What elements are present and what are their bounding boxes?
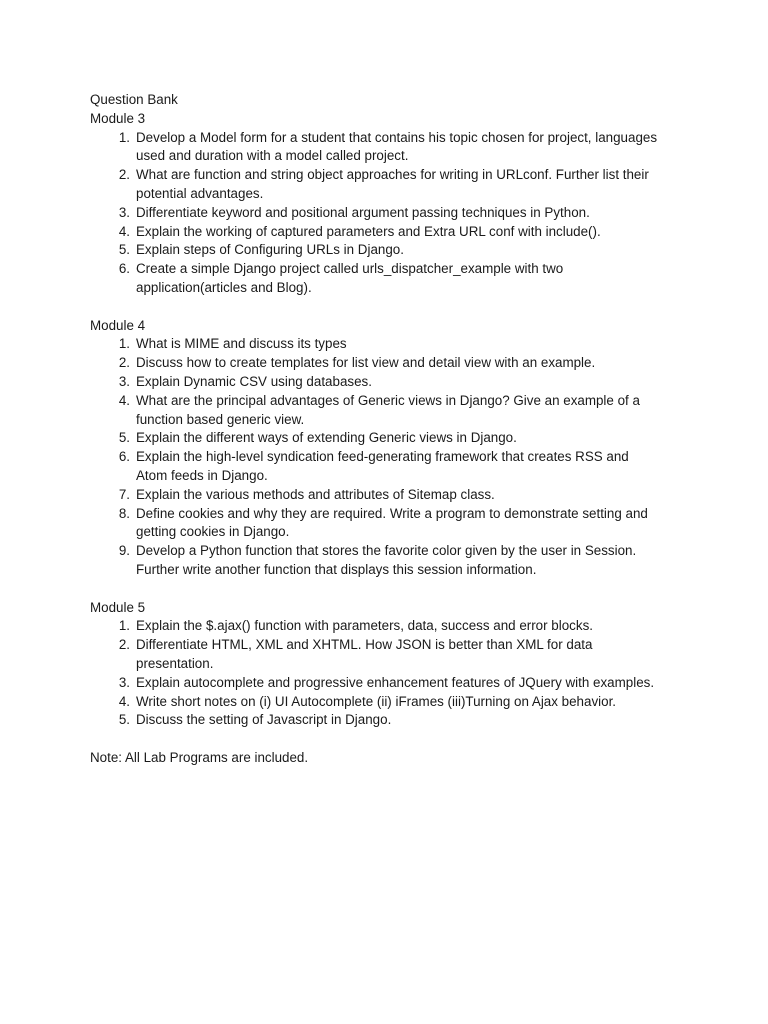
module-section [90,599,690,731]
question-number: 7. [118,486,130,502]
question-text-line: Explain autocomplete and progressive enhancement features of JQuery with examples. [136,674,655,690]
question-number: 5. [118,242,130,258]
module-section [90,110,690,298]
question-text-line: Explain the $.ajax() function with parameters, data, success and error blocks. [136,618,593,634]
question-text-line: Write short notes on (i) UI Autocomplete (ii) iFrames (iii)Turning on Ajax behavior. [136,693,617,709]
question-item [90,354,690,373]
document-page [90,91,690,768]
question-list [90,617,690,730]
question-item [90,335,690,354]
question-item [90,711,690,730]
question-item [90,674,690,693]
question-text-line: getting cookies in Django. [136,524,290,540]
question-number: 5. [118,430,130,446]
question-text-line: Discuss how to create templates for list view and detail view with an example. [136,355,596,371]
module-heading: Module 5 [90,599,146,615]
question-number: 1. [118,336,130,352]
question-text-line: What is MIME and discuss its types [136,336,347,352]
question-item [90,693,690,712]
document-note: Note: All Lab Programs are included. [90,749,309,765]
modules-container [90,110,690,730]
question-text-line: Define cookies and why they are required. Write a program to demonstrate setting and [136,505,648,521]
question-item [90,448,690,486]
question-text-line: Explain steps of Configuring URLs in Django. [136,242,404,258]
question-item [90,505,690,543]
question-item [90,636,690,674]
question-text-line: Explain Dynamic CSV using databases. [136,373,372,389]
question-number: 3. [118,674,130,690]
question-item [90,260,690,298]
question-item [90,542,690,580]
question-number: 4. [118,223,130,239]
module-heading: Module 3 [90,110,146,126]
question-text-line: Differentiate keyword and positional argument passing techniques in Python. [136,204,590,220]
question-number: 1. [118,618,130,634]
question-number: 2. [118,355,130,371]
question-number: 3. [118,373,130,389]
question-list [90,335,690,579]
question-number: 4. [118,392,130,408]
question-text-line: Further write another function that displays this session information. [136,561,537,577]
question-item [90,373,690,392]
question-number: 6. [118,261,130,277]
question-number: 4. [118,693,130,709]
question-item [90,129,690,167]
document-title: Question Bank [90,92,178,107]
question-text-line: What are the principal advantages of Generic views in Django? Give an example of a [136,392,640,408]
question-item [90,486,690,505]
question-item [90,204,690,223]
question-item [90,241,690,260]
question-number: 3. [118,204,130,220]
question-text-line: Differentiate HTML, XML and XHTML. How JSON is better than XML for data [136,637,593,653]
question-item [90,223,690,242]
question-text-line: presentation. [136,655,214,671]
question-number: 8. [118,505,130,521]
question-item [90,166,690,204]
question-text-line: Explain the various methods and attributes of Sitemap class. [136,486,495,502]
question-number: 2. [118,167,130,183]
question-number: 5. [118,712,130,728]
question-text-line: Discuss the setting of Javascript in Django. [136,712,392,728]
question-item [90,617,690,636]
question-text-line: Atom feeds in Django. [136,467,268,483]
question-item [90,429,690,448]
question-text-line: Explain the high-level syndication feed-generating framework that creates RSS and [136,449,629,465]
question-text-line: function based generic view. [136,411,305,427]
question-text-line: Explain the different ways of extending Generic views in Django. [136,430,517,446]
question-text-line: Develop a Python function that stores the favorite color given by the user in Session. [136,543,637,559]
question-number: 1. [118,129,130,145]
question-text-line: Create a simple Django project called urls_dispatcher_example with two [136,261,564,277]
question-text-line: application(articles and Blog). [136,279,312,295]
module-section [90,317,690,580]
question-number: 9. [118,543,130,559]
question-item [90,392,690,430]
question-text-line: Explain the working of captured parameters and Extra URL conf with include(). [136,223,601,239]
question-text-line: potential advantages. [136,185,264,201]
question-number: 6. [118,449,130,465]
module-heading: Module 4 [90,317,146,333]
question-number: 2. [118,637,130,653]
question-text-line: What are function and string object approaches for writing in URLconf. Further list their [136,167,649,183]
question-list [90,129,690,298]
question-text-line: used and duration with a model called project. [136,148,409,164]
question-text-line: Develop a Model form for a student that contains his topic chosen for project, languages [136,129,658,145]
